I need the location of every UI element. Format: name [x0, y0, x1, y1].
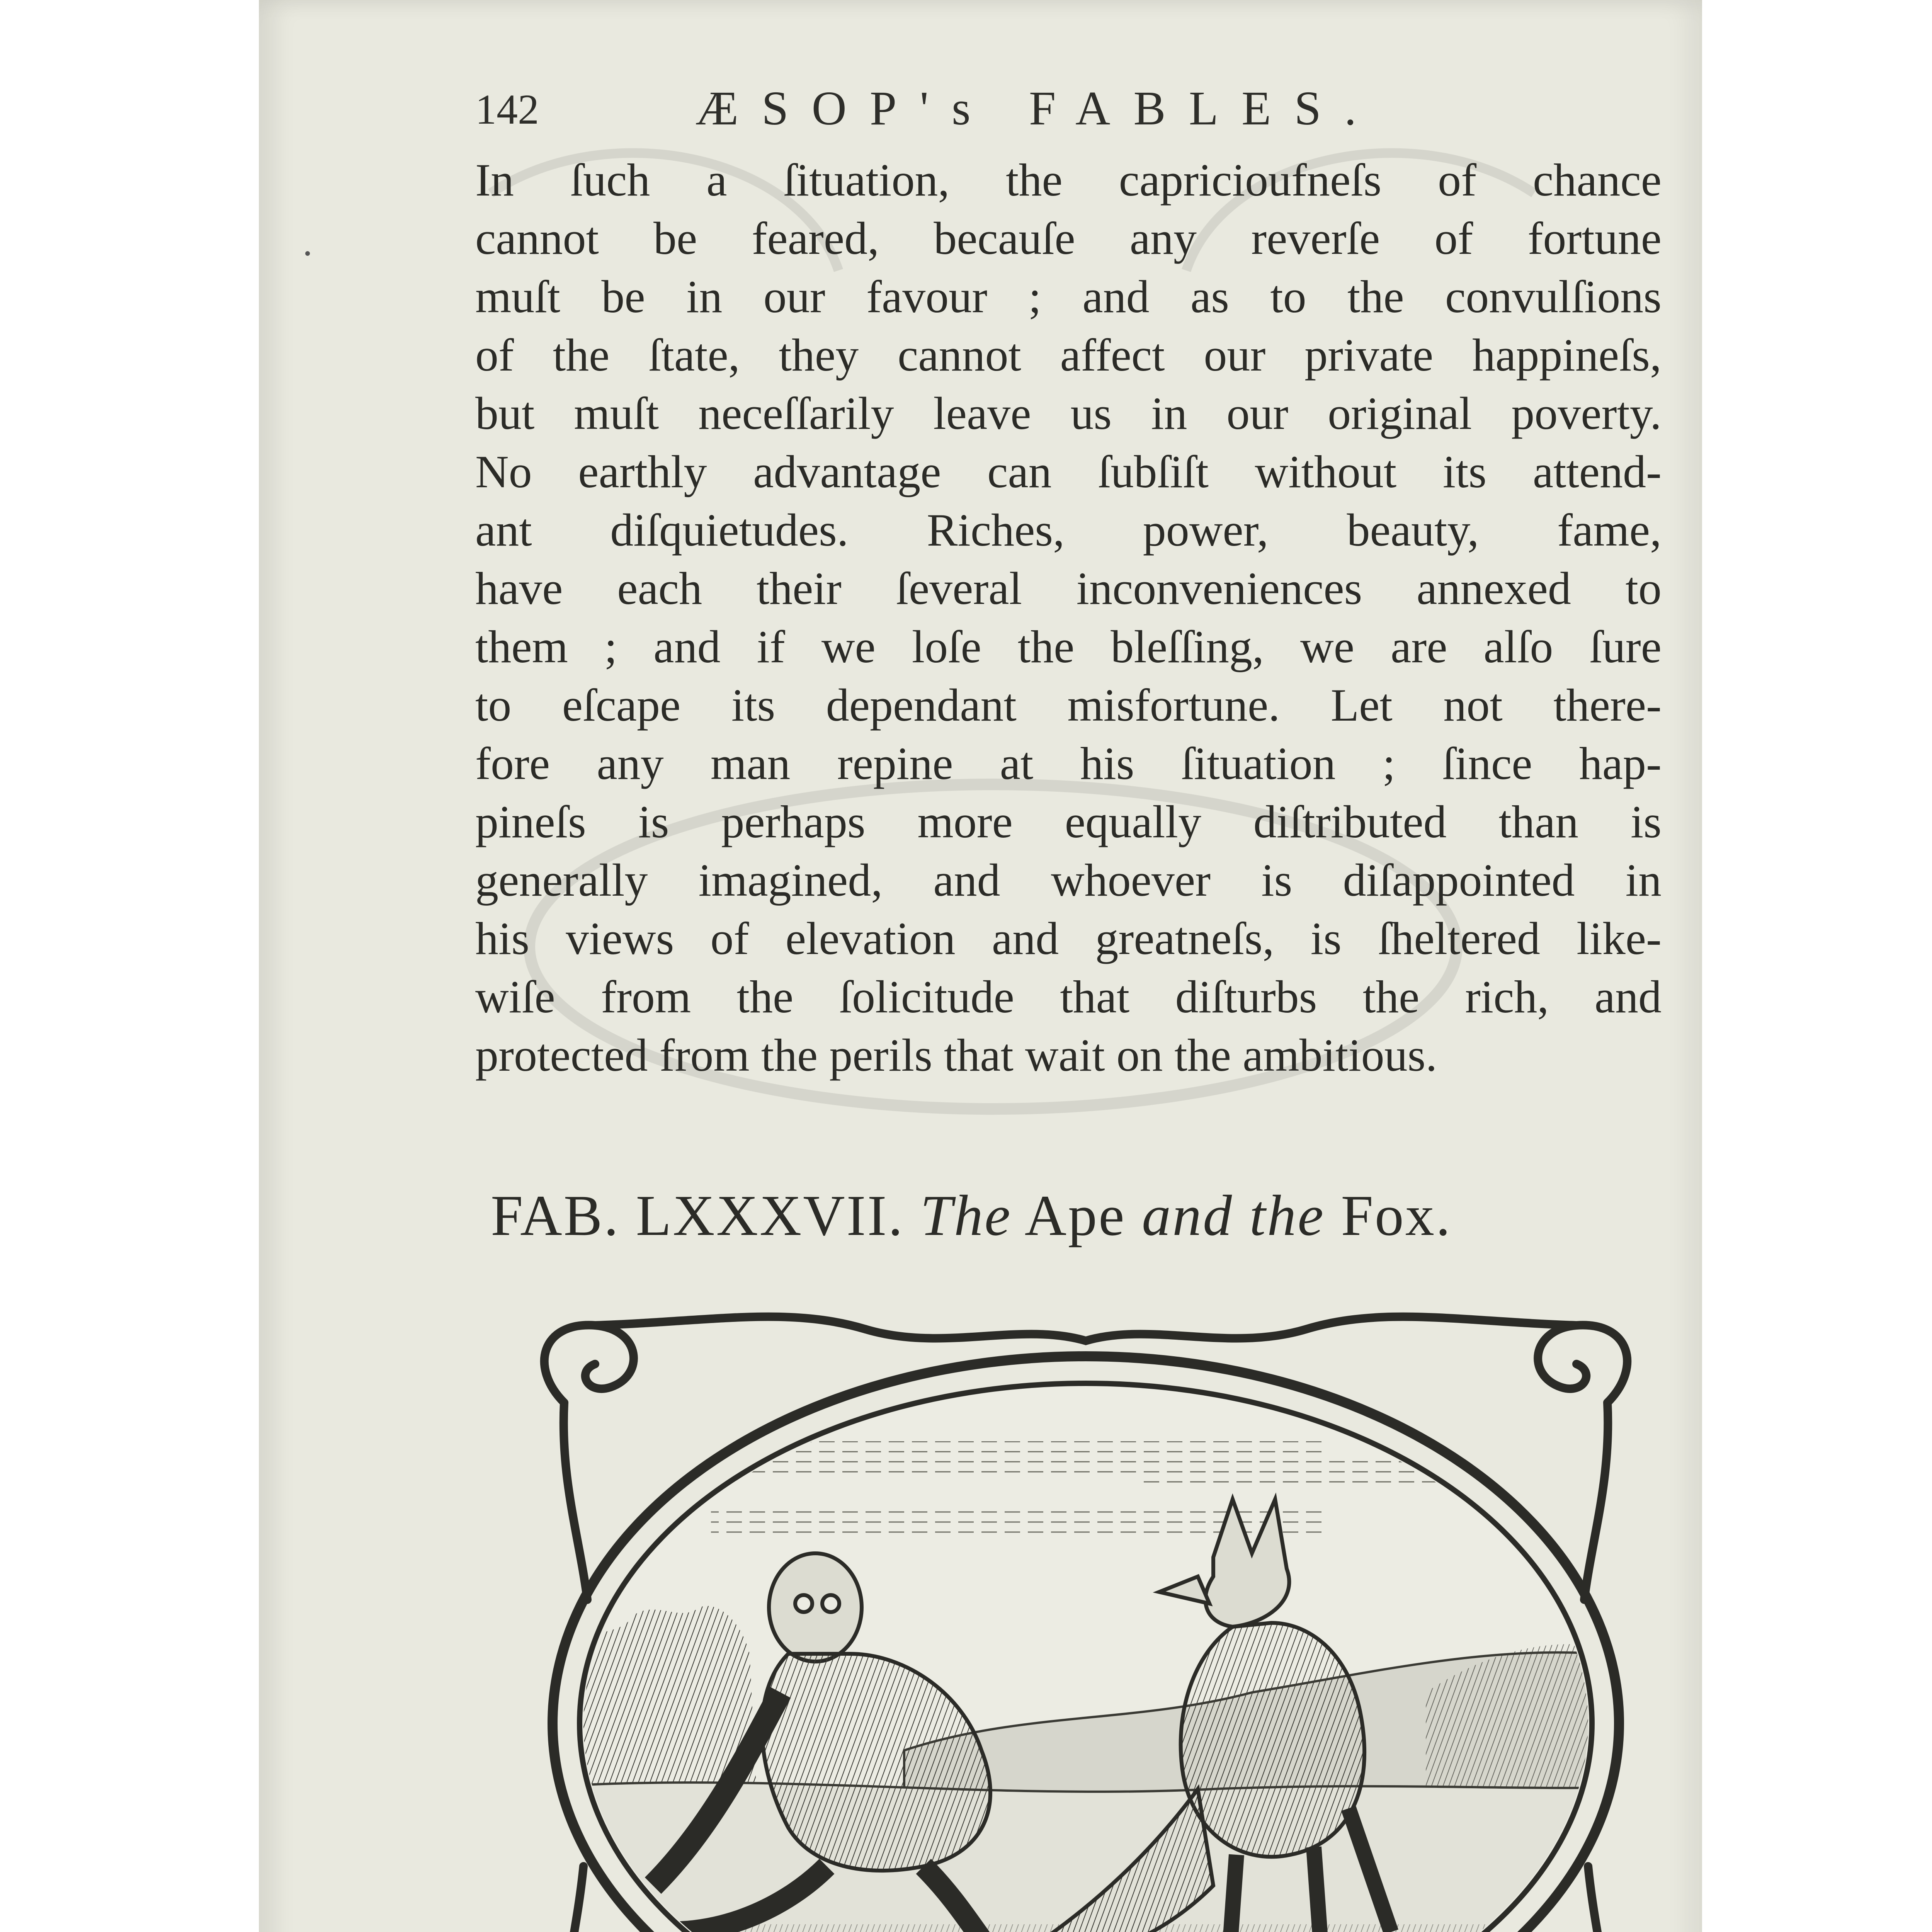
- woodcut-illustration: [518, 1306, 1654, 1932]
- text-line: wiſe from the ſolicitude that diſturbs the rich, and: [475, 971, 1662, 1022]
- running-head: ÆSOP's FABLES.: [696, 82, 1380, 135]
- text-line: pineſs is perhaps more equally diſtributed than is: [475, 796, 1662, 847]
- text-line: protected from the perils that wait on the ambitious.: [475, 1029, 1437, 1081]
- page-number: 142: [475, 86, 539, 133]
- text-line: but muſt neceſſarily leave us in our original poverty.: [475, 388, 1662, 439]
- text-line: his views of elevation and greatneſs, is ſheltered like-: [475, 913, 1662, 964]
- text-line: generally imagined, and whoever is diſappointed in: [475, 854, 1662, 906]
- fable-title-and-the: and the: [1142, 1184, 1325, 1248]
- text-line: In ſuch a ſituation, the capricioufneſs of chance: [475, 154, 1662, 206]
- text-line: fore any man repine at his ſituation ; ſince hap-: [475, 738, 1662, 789]
- ink-speck: [305, 251, 310, 256]
- text-line: to eſcape its dependant misfortune. Let not there-: [475, 679, 1662, 731]
- text-line: ant diſquietudes. Riches, power, beauty, fame,: [475, 504, 1662, 556]
- fable-title-fox: Fox.: [1341, 1184, 1452, 1248]
- text-line: of the ſtate, they cannot affect our private happineſs,: [475, 329, 1662, 381]
- text-line: have each their ſeveral inconveniences annexed to: [475, 563, 1662, 614]
- fable-number: FAB. LXXXVII.: [491, 1184, 904, 1248]
- text-line: muſt be in our favour ; and as to the convulſions: [475, 271, 1662, 322]
- fable-title-ape: Ape: [1024, 1184, 1126, 1248]
- text-line: No earthly advantage can ſubſiſt without its attend-: [475, 446, 1662, 497]
- fable-title-the: The: [920, 1184, 1012, 1248]
- text-line: them ; and if we loſe the bleſſing, we are alſo ſure: [475, 621, 1662, 672]
- book-page: [259, 0, 1702, 1932]
- body-text: [475, 151, 1662, 1084]
- fable-title: [491, 1182, 1689, 1249]
- text-line: cannot be feared, becauſe any reverſe of fortune: [475, 213, 1662, 264]
